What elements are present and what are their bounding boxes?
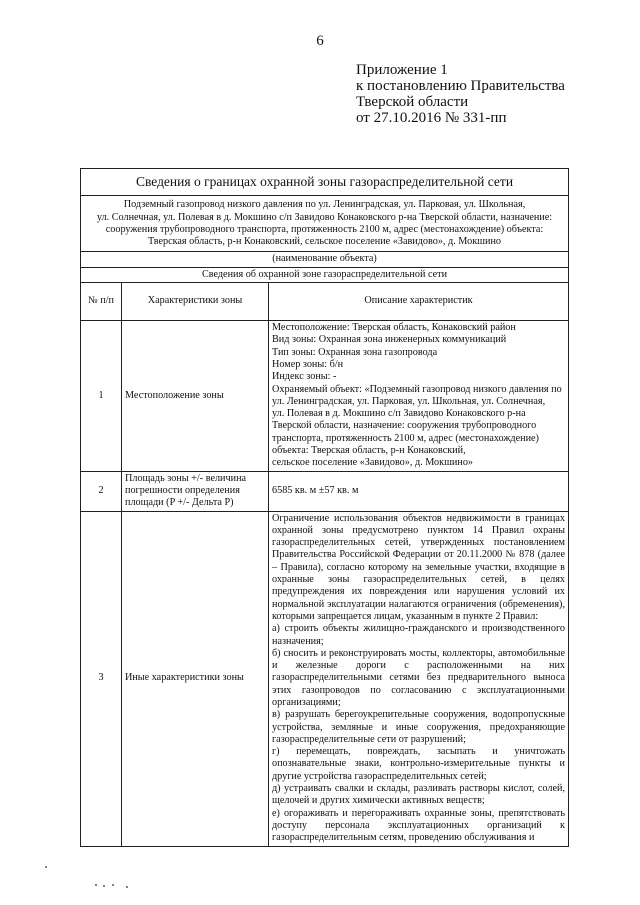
description-line: Тверской области, назначение: сооружения трубопроводного bbox=[272, 420, 537, 432]
section-title-row bbox=[81, 267, 569, 282]
description-line: Индекс зоны: - bbox=[272, 371, 337, 383]
description-line: ул. Ленинградская, ул. Парковая, ул. Школьная, ул. Солнечная, bbox=[272, 395, 546, 407]
appendix-header bbox=[356, 62, 565, 126]
appendix-line-1: Приложение 1 bbox=[356, 62, 448, 78]
scan-artifact bbox=[112, 884, 114, 886]
row-1-num: 1 bbox=[81, 321, 122, 472]
row-2-num: 2 bbox=[81, 471, 122, 511]
object-line: Подземный газопровод низкого давления по ул. Ленинградская, ул. Парковая, ул. Школьная, bbox=[123, 199, 526, 211]
row-2-description: 6585 кв. м ±57 кв. м bbox=[269, 471, 569, 511]
description-line: Тип зоны: Охранная зона газопровода bbox=[272, 346, 438, 358]
header-characteristic: Характеристики зоны bbox=[122, 283, 269, 321]
scan-artifact bbox=[95, 884, 97, 886]
row-1-characteristic: Местоположение зоны bbox=[122, 321, 269, 472]
description-paragraph: д) устраивать свалки и склады, разливать растворы кислот, солей, щелочей и других химически активных веществ; bbox=[272, 783, 565, 807]
header-description: Описание характеристик bbox=[269, 283, 569, 321]
object-caption: (наименование объекта) bbox=[81, 252, 569, 267]
description-line: объекта: Тверская область, р-н Конаковский, bbox=[272, 445, 466, 457]
header-row bbox=[81, 283, 569, 321]
scan-artifact bbox=[126, 886, 128, 888]
description-line: Местоположение: Тверская область, Конаковский район bbox=[272, 322, 516, 334]
object-line: сооружения трубопроводного транспорта, протяженность 2100 м, адрес (местонахождение) объекта: bbox=[105, 223, 544, 235]
description-paragraph: Ограничение использования объектов недвижимости в границах охранной зоны предусмотрено пунктом 14 Правил охраны газораспределительных сетей, утвержденных постановлением Правительства Российской Федерации от 20.11.2000 № 878 (далее – Правила), согласно которому на земельные участки, входящие в охранные зоны газораспределительных сетей, в целях предупреждения их повреждения или нарушения условий их нормальной эксплуатации налагаются ограничения (обременения), которыми запрещается лицам, указанным в пункте 2 Правил: bbox=[272, 512, 565, 622]
row-2-characteristic: Площадь зоны +/- величина погрешности определения площади (P +/- Дельта P) bbox=[122, 471, 269, 511]
table-title: Сведения о границах охранной зоны газораспределительной сети bbox=[81, 169, 569, 196]
appendix-line-3: Тверской области bbox=[356, 94, 469, 110]
table-row-2 bbox=[81, 471, 569, 511]
appendix-line-4: от 27.10.2016 № 331-пп bbox=[356, 110, 507, 126]
description-line: транспорта, протяженность 2100 м, адрес (местонахождение) bbox=[272, 432, 539, 444]
row-3-num: 3 bbox=[81, 511, 122, 846]
object-line: ул. Солнечная, ул. Полевая в д. Мокшино с/п Завидово Конаковского р-на Тверской области, назначение: bbox=[96, 211, 553, 223]
appendix-line-2: к постановлению Правительства bbox=[356, 78, 565, 94]
description-paragraph: г) перемещать, повреждать, засыпать и уничтожать опознавательные знаки, контрольно-измерительные пункты и другие устройства газораспределительных сетей; bbox=[272, 746, 565, 782]
table-row-3 bbox=[81, 511, 569, 846]
table-row-1 bbox=[81, 321, 569, 472]
description-line: Охраняемый объект: «Подземный газопровод низкого давления по bbox=[272, 383, 562, 395]
description-paragraph: е) огораживать и перегораживать охранные зоны, препятствовать доступу персонала эксплуатационных организаций к газораспределительным сетям, проведению обслуживания и bbox=[272, 807, 565, 844]
object-line: Тверская область, р-н Конаковский, сельское поселение «Завидово», д. Мокшино bbox=[147, 236, 501, 248]
row-1-description bbox=[269, 321, 569, 472]
object-row bbox=[81, 196, 569, 252]
scan-artifact bbox=[45, 866, 47, 868]
table-title-row bbox=[81, 169, 569, 196]
section-title: Сведения об охранной зоне газораспределительной сети bbox=[81, 267, 569, 282]
scan-artifact bbox=[103, 885, 105, 887]
page-number: 6 bbox=[316, 33, 324, 49]
description-paragraph: в) разрушать берегоукрепительные сооружения, водопропускные устройства, земляные и иные сооружения, предохраняющие газораспределительные сети от разрушений; bbox=[272, 709, 565, 745]
description-line: сельское поселение «Завидово», д. Мокшино» bbox=[272, 457, 474, 469]
object-description bbox=[81, 196, 569, 252]
protection-zone-table bbox=[80, 168, 569, 847]
header-num: № п/п bbox=[81, 283, 122, 321]
description-line: ул. Полевая в д. Мокшино с/п Завидово Конаковского р-на bbox=[272, 408, 526, 420]
description-line: Номер зоны: б/н bbox=[272, 358, 344, 370]
row-3-description bbox=[269, 511, 569, 846]
object-caption-row bbox=[81, 252, 569, 267]
description-paragraph: а) строить объекты жилищно-гражданского и производственного назначения; bbox=[272, 623, 565, 647]
description-paragraph: б) сносить и реконструировать мосты, коллекторы, автомобильные и железные дороги с расположенными на них газораспределительными сетями без предварительного выноса этих газопроводов по согласованию с эксплуатационными организациями; bbox=[272, 647, 565, 708]
description-line: Вид зоны: Охранная зона инженерных коммуникаций bbox=[272, 334, 507, 346]
row-3-characteristic: Иные характеристики зоны bbox=[122, 511, 269, 846]
